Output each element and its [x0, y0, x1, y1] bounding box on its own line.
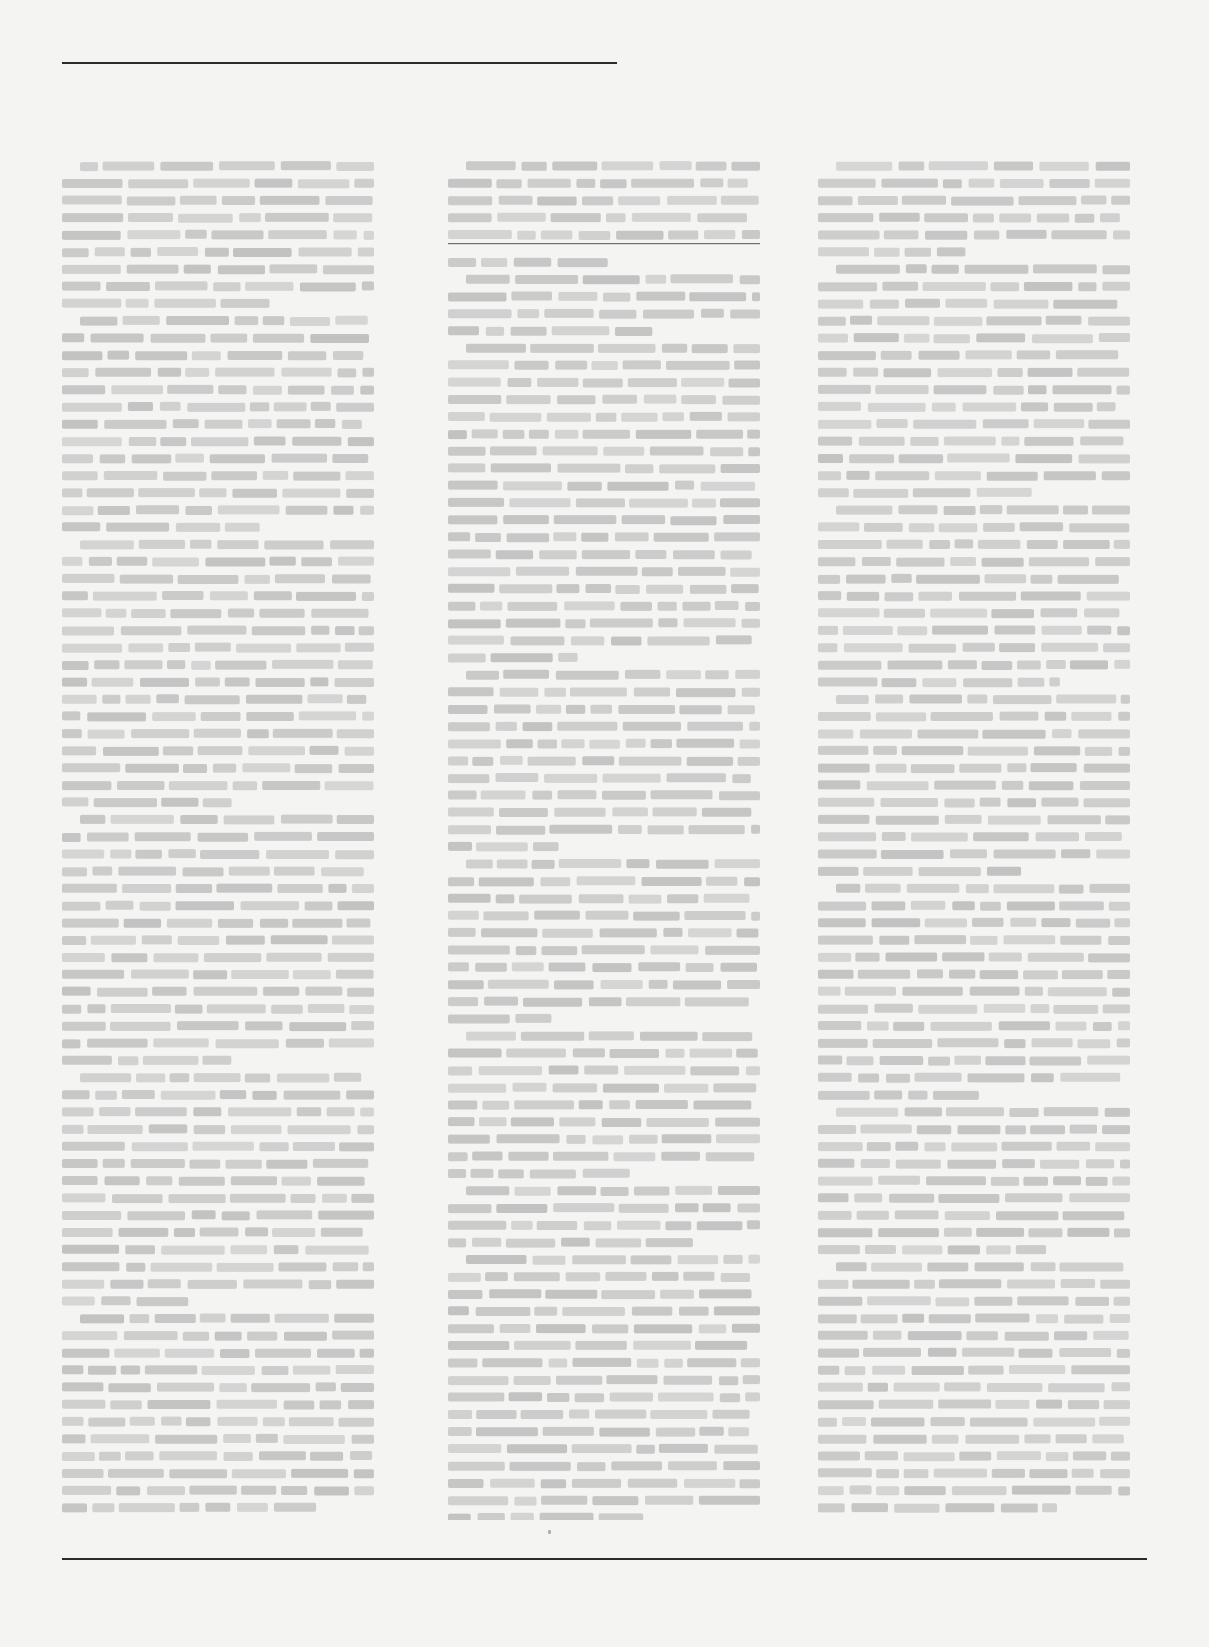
- text-line: [836, 161, 1130, 171]
- text-line: [818, 1004, 1130, 1014]
- text-line: [448, 567, 760, 577]
- text-line: [466, 161, 760, 171]
- text-line: [448, 739, 760, 749]
- text-line: [818, 1279, 1130, 1289]
- text-line: [836, 1262, 1123, 1271]
- text-line: [62, 746, 374, 756]
- text-line: [448, 618, 760, 628]
- text-line: [818, 849, 1130, 859]
- text-line: [448, 722, 760, 732]
- section-rule: [448, 243, 760, 244]
- text-line: [818, 815, 1130, 825]
- text-line: [448, 1306, 760, 1316]
- text-line: [818, 419, 1130, 429]
- text-line: [448, 213, 747, 223]
- text-line: [818, 626, 1130, 636]
- text-line: [448, 1169, 630, 1179]
- text-line: [62, 264, 374, 274]
- text-line: [62, 1142, 374, 1152]
- text-line: [818, 574, 1119, 584]
- text-line: [818, 247, 965, 257]
- text-line: [818, 333, 1130, 343]
- text-line: [62, 1004, 374, 1014]
- text-line: [62, 591, 374, 601]
- text-line: [818, 1056, 1130, 1066]
- text-line: [448, 1100, 751, 1110]
- text-line: [818, 402, 1116, 412]
- text-line: [818, 539, 1130, 549]
- text-line: [448, 1358, 760, 1368]
- text-line: [448, 997, 749, 1007]
- text-line: [448, 1066, 760, 1076]
- text-line: [448, 309, 760, 319]
- text-line: [448, 1513, 643, 1520]
- text-line: [448, 1341, 747, 1350]
- text-line: [818, 763, 1130, 773]
- text-line: [80, 161, 374, 171]
- text-line: [818, 282, 1130, 292]
- text-line: [448, 395, 760, 405]
- text-line: [818, 1176, 1130, 1186]
- text-line: [818, 385, 1130, 395]
- text-line: [818, 1382, 1130, 1392]
- text-line: [448, 1461, 760, 1471]
- text-line: [80, 815, 374, 825]
- text-line: [448, 429, 760, 439]
- text-line: [62, 1331, 374, 1341]
- text-line: [448, 326, 652, 336]
- text-line: [62, 522, 260, 532]
- text-line: [62, 1400, 374, 1410]
- footer-rule: [62, 1558, 1147, 1560]
- text-line: [818, 952, 1130, 962]
- text-line: [818, 677, 1060, 687]
- text-line: [448, 825, 760, 835]
- text-line: [62, 1210, 374, 1220]
- text-line: [448, 1238, 693, 1248]
- text-line: [448, 687, 760, 697]
- text-line: [62, 1486, 374, 1496]
- text-line: [62, 1469, 374, 1478]
- text-line: [818, 867, 1021, 876]
- text-line: [62, 179, 374, 189]
- text-line: [448, 653, 578, 663]
- text-line: [62, 953, 374, 963]
- text-line: [818, 1331, 1129, 1341]
- text-line: [448, 928, 758, 938]
- text-line: [62, 368, 374, 378]
- text-line: [62, 230, 374, 240]
- text-line: [448, 1479, 760, 1488]
- text-line: [818, 522, 1129, 532]
- text-line: [448, 980, 760, 990]
- text-line: [62, 351, 363, 361]
- text-line: [818, 1228, 1130, 1238]
- text-line: [62, 901, 374, 911]
- text-line: [818, 1485, 1130, 1495]
- text-line: [62, 574, 371, 584]
- text-line: [80, 1314, 374, 1324]
- text-line: [62, 1417, 374, 1427]
- text-line: [818, 1503, 1057, 1513]
- text-line: [836, 505, 1130, 515]
- text-line: [466, 1186, 760, 1196]
- text-column-1: [62, 155, 374, 1520]
- text-line: [448, 1220, 760, 1230]
- text-line: [818, 1314, 1130, 1324]
- text-line: [62, 1176, 365, 1186]
- text-line: [818, 1193, 1130, 1203]
- text-line: [62, 832, 374, 842]
- text-line: [62, 987, 374, 997]
- text-line: [818, 935, 1130, 945]
- text-line: [448, 601, 760, 611]
- text-line: [62, 849, 374, 859]
- text-line: [448, 446, 760, 456]
- text-line: [62, 1245, 369, 1255]
- text-line: [62, 1124, 374, 1134]
- text-line: [818, 1159, 1130, 1169]
- text-line: [62, 1503, 316, 1513]
- text-line: [62, 1107, 374, 1116]
- text-line: [448, 1324, 760, 1334]
- text-line: [62, 385, 374, 395]
- text-line: [448, 1375, 760, 1385]
- text-line: [62, 1279, 374, 1289]
- text-line: [448, 1083, 756, 1093]
- text-line: [818, 1210, 1124, 1220]
- text-line: [448, 412, 760, 422]
- text-line: [818, 1073, 1120, 1083]
- text-line: [818, 780, 1130, 790]
- text-line: [62, 196, 373, 206]
- text-line: [62, 884, 374, 893]
- text-line: [80, 540, 374, 550]
- text-line: [448, 807, 751, 817]
- text-line: [448, 1427, 749, 1437]
- text-line: [448, 584, 759, 594]
- text-line: [818, 987, 1130, 997]
- text-line: [80, 1073, 361, 1083]
- text-line: [62, 797, 232, 807]
- text-line: [448, 945, 760, 955]
- text-line: [62, 247, 374, 257]
- text-line: [62, 1451, 372, 1461]
- text-line: [448, 532, 760, 542]
- text-line: [448, 962, 757, 972]
- text-line: [62, 919, 370, 928]
- text-line: [448, 258, 608, 267]
- header-rule: [62, 62, 617, 64]
- text-line: [62, 1262, 374, 1272]
- text-line: [448, 705, 755, 715]
- text-line: [466, 1031, 752, 1041]
- text-line: [448, 463, 760, 473]
- text-line: [62, 488, 374, 498]
- text-line: [818, 1434, 1124, 1444]
- text-line: [448, 1014, 551, 1024]
- text-line: [62, 557, 374, 567]
- text-line: [818, 746, 1130, 756]
- text-line: [818, 1451, 1130, 1461]
- text-line: [818, 1417, 1130, 1427]
- text-line: [818, 1468, 1130, 1478]
- text-line: [448, 842, 559, 852]
- text-line: [62, 299, 270, 308]
- text-line: [818, 712, 1130, 722]
- text-line: [448, 790, 760, 800]
- text-line: [818, 832, 1122, 842]
- text-line: [818, 1021, 1130, 1031]
- text-line: [62, 660, 373, 670]
- text-line: [62, 505, 374, 515]
- text-line: [62, 1193, 374, 1203]
- text-line: [448, 756, 760, 766]
- text-line: [818, 179, 1130, 189]
- text-line: [62, 1056, 231, 1066]
- text-line: [62, 1159, 368, 1169]
- text-line: [836, 1107, 1130, 1117]
- text-line: [62, 1434, 374, 1444]
- text-line: [448, 378, 760, 388]
- text-line: [448, 230, 760, 240]
- center-mark: [548, 1530, 551, 1534]
- text-line: [448, 635, 752, 645]
- text-line: [448, 1117, 760, 1127]
- text-line: [448, 498, 760, 508]
- text-line: [818, 1245, 1046, 1254]
- text-line: [62, 867, 364, 877]
- text-line: [62, 763, 374, 773]
- text-line: [448, 911, 760, 921]
- text-line: [448, 1392, 760, 1402]
- text-line: [62, 608, 369, 618]
- text-line: [818, 230, 1130, 240]
- text-line: [448, 1203, 760, 1213]
- text-line: [818, 918, 1130, 928]
- text-line: [448, 894, 750, 904]
- text-line: [62, 729, 374, 739]
- text-line: [466, 274, 760, 284]
- text-line: [448, 1410, 750, 1420]
- text-line: [818, 729, 1130, 739]
- text-line: [818, 350, 1118, 360]
- text-line: [836, 884, 1130, 894]
- text-line: [62, 694, 366, 704]
- text-line: [448, 178, 748, 188]
- text-line: [62, 1021, 374, 1031]
- text-line: [62, 333, 369, 343]
- text-line: [62, 281, 374, 291]
- text-line: [62, 1382, 374, 1392]
- text-line: [62, 970, 374, 980]
- text-line: [448, 1444, 758, 1454]
- text-column-2: [448, 155, 760, 1520]
- text-line: [448, 1048, 758, 1058]
- text-line: [62, 935, 374, 945]
- text-column-3: [818, 155, 1130, 1520]
- text-line: [62, 643, 374, 653]
- text-line: [818, 643, 1130, 653]
- text-line: [80, 316, 368, 326]
- text-line: [448, 515, 760, 525]
- text-line: [818, 299, 1117, 309]
- text-line: [818, 471, 1130, 481]
- text-line: [818, 1296, 1130, 1306]
- text-line: [448, 1272, 750, 1282]
- text-line: [836, 264, 1130, 274]
- text-line: [448, 481, 755, 491]
- text-line: [818, 488, 1032, 498]
- text-line: [62, 402, 374, 412]
- text-line: [448, 360, 760, 370]
- text-line: [62, 1090, 374, 1100]
- text-line: [466, 1255, 760, 1265]
- text-line: [818, 1365, 1130, 1375]
- text-line: [62, 1296, 188, 1306]
- text-line: [818, 213, 1120, 223]
- text-line: [818, 901, 1130, 911]
- text-line: [818, 1142, 1130, 1152]
- text-line: [62, 711, 374, 721]
- text-line: [818, 591, 1130, 601]
- text-line: [62, 626, 374, 636]
- text-line: [818, 798, 1130, 808]
- text-line: [818, 1091, 979, 1100]
- text-line: [818, 368, 1129, 378]
- column-1-text-lines: [62, 155, 374, 1520]
- text-line: [62, 1227, 363, 1237]
- text-line: [62, 781, 374, 790]
- text-line: [62, 677, 374, 687]
- text-line: [818, 1125, 1130, 1135]
- text-line: [818, 454, 1130, 464]
- text-line: [818, 557, 1130, 567]
- text-line: [818, 660, 1130, 670]
- text-line: [62, 437, 374, 447]
- text-line: [818, 1348, 1130, 1358]
- text-line: [818, 1400, 1130, 1410]
- text-line: [818, 969, 1130, 979]
- column-3-text-lines: [818, 155, 1130, 1520]
- text-line: [62, 1349, 374, 1358]
- text-line: [818, 196, 1130, 206]
- column-2-text-lines: [448, 155, 760, 1520]
- text-line: [448, 1289, 752, 1299]
- text-line: [62, 213, 372, 223]
- text-line: [448, 1134, 760, 1144]
- text-line: [818, 608, 1119, 618]
- text-line: [62, 471, 374, 481]
- text-line: [466, 670, 760, 680]
- text-line: [448, 292, 760, 302]
- text-line: [62, 1038, 374, 1048]
- text-line: [818, 1038, 1130, 1048]
- text-line: [448, 876, 760, 886]
- text-line: [62, 419, 362, 429]
- text-line: [836, 695, 1130, 705]
- text-line: [466, 859, 760, 869]
- text-line: [466, 344, 760, 353]
- text-line: [448, 1496, 760, 1506]
- text-line: [818, 436, 1123, 446]
- text-line: [62, 1365, 374, 1375]
- text-line: [62, 454, 368, 464]
- text-line: [448, 196, 759, 206]
- text-line: [448, 1152, 754, 1162]
- text-line: [818, 316, 1130, 326]
- text-line: [448, 550, 752, 560]
- text-line: [448, 773, 751, 783]
